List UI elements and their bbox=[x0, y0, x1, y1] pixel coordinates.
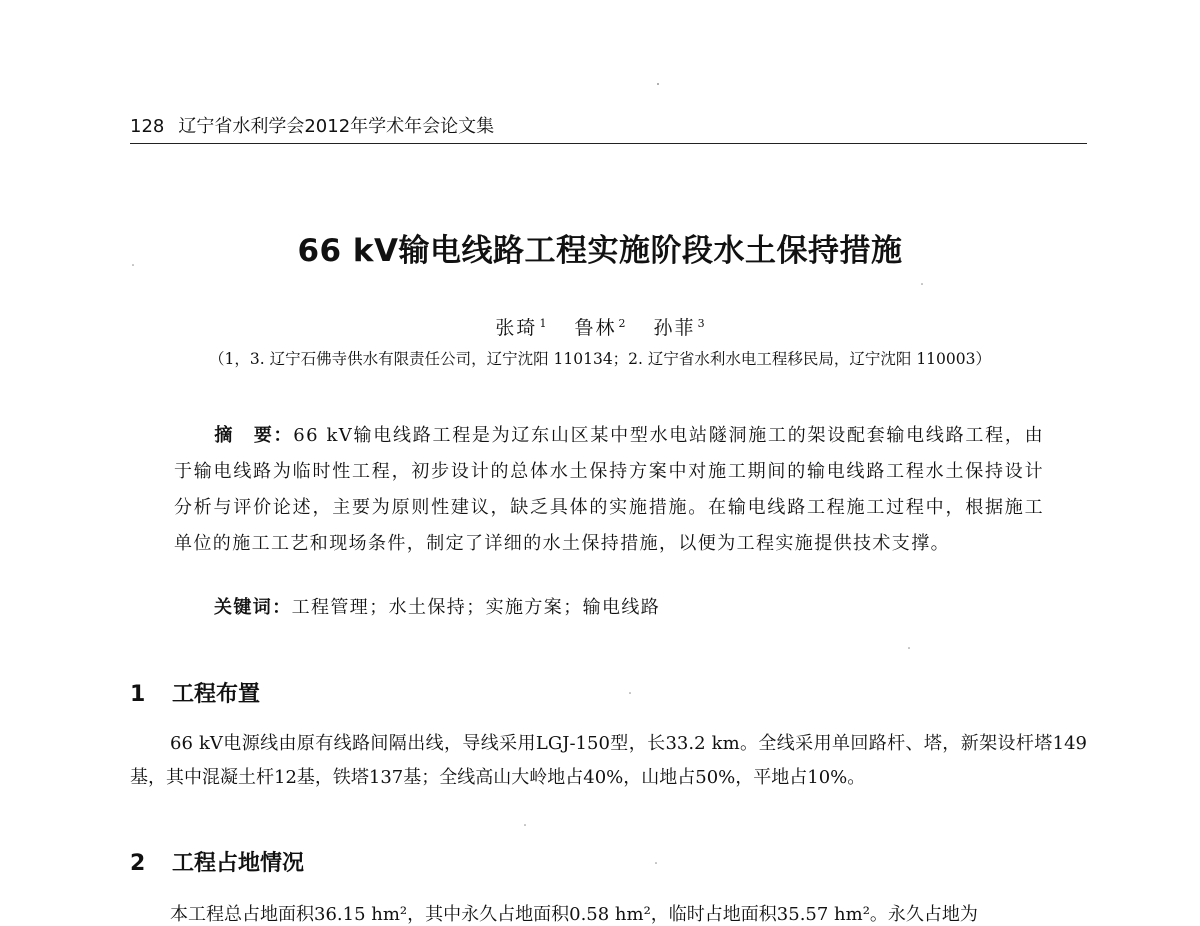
page-number: 128 bbox=[130, 116, 165, 137]
section-number: 1 bbox=[130, 682, 146, 707]
section-title: 工程布置 bbox=[172, 682, 261, 707]
section-paragraph bbox=[130, 727, 1087, 795]
section-number: 2 bbox=[130, 851, 146, 876]
section-heading bbox=[130, 846, 304, 877]
author bbox=[495, 317, 546, 339]
section-heading bbox=[130, 677, 260, 708]
section-title: 工程占地情况 bbox=[172, 851, 305, 876]
author bbox=[654, 317, 705, 339]
abstract-label: 摘 要： bbox=[214, 425, 294, 446]
abstract-text: 66 kV输电线路工程是为辽东山区某中型水电站隧洞施工的架设配套输电线路工程，由于输电线路为临时性工程，初步设计的总体水土保持方案中对施工期间的输电线路工程水土保持设计分析与评价论述，主要为原则性建议，缺乏具体的实施措施。在输电线路工程施工过程中，根据施工单位的施工工艺和现场条件，制定了详细的水土保持措施，以便为工程实施提供技术支撑。 bbox=[174, 425, 1044, 554]
author-affiliation-mark: 1 bbox=[539, 316, 547, 330]
keywords-label: 关键词： bbox=[214, 597, 292, 618]
paragraph-text: 66 kV电源线由原有线路间隔出线，导线采用LGJ-150型，长33.2 km。全线采用单回路杆、塔，新架设杆塔149基，其中混凝土杆12基，铁塔137基；全线高山大岭地占40%，山地占50%，平地占10%。 bbox=[130, 733, 1087, 788]
author-name: 张琦 bbox=[495, 317, 538, 339]
author bbox=[574, 317, 625, 339]
author-list bbox=[0, 313, 1200, 340]
abstract bbox=[174, 418, 1044, 562]
journal-title: 辽宁省水利学会2012年学术年会论文集 bbox=[178, 116, 495, 137]
keywords bbox=[214, 590, 1044, 626]
author-affiliation-mark: 3 bbox=[697, 316, 705, 330]
running-header bbox=[130, 116, 1087, 138]
author-affiliation-mark: 2 bbox=[618, 316, 626, 330]
header-rule bbox=[130, 143, 1087, 144]
author-name: 鲁林 bbox=[574, 317, 617, 339]
keywords-text: 工程管理；水土保持；实施方案；输电线路 bbox=[291, 597, 661, 618]
section-paragraph bbox=[130, 898, 1087, 926]
paragraph-text: 本工程总占地面积36.15 hm²，其中永久占地面积0.58 hm²，临时占地面积35.57 hm²。永久占地为 bbox=[170, 904, 978, 925]
affiliation: （1，3. 辽宁石佛寺供水有限责任公司，辽宁沈阳 110134；2. 辽宁省水利水电工程移民局，辽宁沈阳 110003） bbox=[209, 350, 991, 368]
author-name: 孙菲 bbox=[653, 317, 696, 339]
paper-title: 66 kV输电线路工程实施阶段水土保持措施 bbox=[297, 233, 903, 269]
